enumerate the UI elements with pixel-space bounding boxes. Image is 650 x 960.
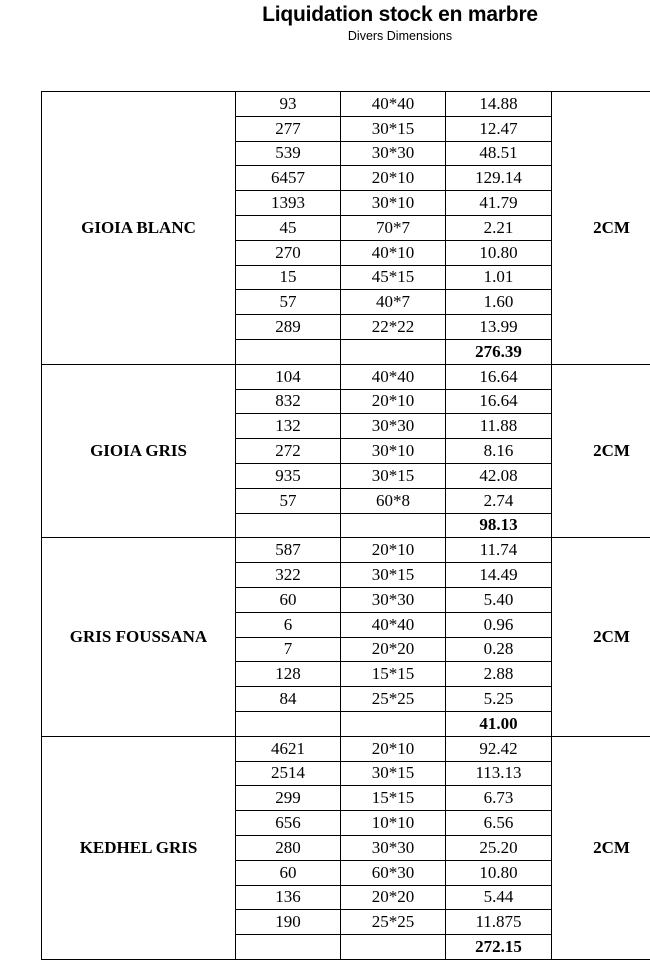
area-cell: 11.88 <box>446 414 552 439</box>
dimension-cell: 20*10 <box>341 538 446 563</box>
area-cell: 10.80 <box>446 240 552 265</box>
marble-name: KEDHEL GRIS <box>42 736 236 959</box>
dimension-cell: 20*10 <box>341 736 446 761</box>
dimension-cell: 30*10 <box>341 191 446 216</box>
quantity-cell: 1393 <box>236 191 341 216</box>
dimension-cell: 40*7 <box>341 290 446 315</box>
area-cell: 48.51 <box>446 141 552 166</box>
dimension-cell: 10*10 <box>341 811 446 836</box>
area-cell: 13.99 <box>446 315 552 340</box>
stock-table-body <box>42 92 650 960</box>
total-cell: 98.13 <box>446 513 552 538</box>
quantity-cell: 272 <box>236 439 341 464</box>
quantity-cell: 57 <box>236 488 341 513</box>
quantity-cell: 57 <box>236 290 341 315</box>
quantity-cell: 280 <box>236 835 341 860</box>
dimension-cell: 20*10 <box>341 166 446 191</box>
area-cell: 2.21 <box>446 215 552 240</box>
area-cell: 16.64 <box>446 389 552 414</box>
area-cell: 129.14 <box>446 166 552 191</box>
quantity-cell: 93 <box>236 92 341 117</box>
quantity-cell: 270 <box>236 240 341 265</box>
dimension-cell: 60*30 <box>341 860 446 885</box>
area-cell: 42.08 <box>446 463 552 488</box>
quantity-cell: 289 <box>236 315 341 340</box>
table-row <box>42 538 650 563</box>
quantity-cell: 656 <box>236 811 341 836</box>
area-cell: 10.80 <box>446 860 552 885</box>
area-cell: 0.28 <box>446 637 552 662</box>
quantity-cell: 935 <box>236 463 341 488</box>
quantity-cell: 15 <box>236 265 341 290</box>
area-cell: 41.79 <box>446 191 552 216</box>
quantity-cell: 190 <box>236 910 341 935</box>
area-cell: 92.42 <box>446 736 552 761</box>
area-cell: 12.47 <box>446 116 552 141</box>
dimension-cell: 70*7 <box>341 215 446 240</box>
dimension-cell: 30*30 <box>341 587 446 612</box>
dimension-cell: 30*15 <box>341 563 446 588</box>
total-cell: 41.00 <box>446 711 552 736</box>
empty-cell <box>236 513 341 538</box>
dimension-cell: 15*15 <box>341 786 446 811</box>
dimension-cell: 30*15 <box>341 761 446 786</box>
thickness-cell: 2CM <box>552 364 650 538</box>
dimension-cell: 30*10 <box>341 439 446 464</box>
marble-name: GIOIA GRIS <box>42 364 236 538</box>
marble-name: GIOIA BLANC <box>42 92 236 365</box>
quantity-cell: 322 <box>236 563 341 588</box>
area-cell: 113.13 <box>446 761 552 786</box>
dimension-cell: 15*15 <box>341 662 446 687</box>
dimension-cell: 30*15 <box>341 116 446 141</box>
stock-table <box>41 91 650 960</box>
empty-cell <box>341 935 446 960</box>
area-cell: 11.74 <box>446 538 552 563</box>
page-title: Liquidation stock en marbre <box>0 2 650 28</box>
dimension-cell: 40*10 <box>341 240 446 265</box>
dimension-cell: 60*8 <box>341 488 446 513</box>
quantity-cell: 587 <box>236 538 341 563</box>
area-cell: 6.73 <box>446 786 552 811</box>
quantity-cell: 136 <box>236 885 341 910</box>
empty-cell <box>341 711 446 736</box>
quantity-cell: 7 <box>236 637 341 662</box>
quantity-cell: 132 <box>236 414 341 439</box>
quantity-cell: 277 <box>236 116 341 141</box>
quantity-cell: 60 <box>236 860 341 885</box>
dimension-cell: 30*30 <box>341 414 446 439</box>
area-cell: 5.40 <box>446 587 552 612</box>
dimension-cell: 22*22 <box>341 315 446 340</box>
area-cell: 14.88 <box>446 92 552 117</box>
dimension-cell: 40*40 <box>341 92 446 117</box>
dimension-cell: 40*40 <box>341 612 446 637</box>
area-cell: 16.64 <box>446 364 552 389</box>
table-row <box>42 736 650 761</box>
area-cell: 1.60 <box>446 290 552 315</box>
quantity-cell: 60 <box>236 587 341 612</box>
area-cell: 2.88 <box>446 662 552 687</box>
dimension-cell: 40*40 <box>341 364 446 389</box>
marble-name: GRIS FOUSSANA <box>42 538 236 736</box>
empty-cell <box>341 513 446 538</box>
quantity-cell: 45 <box>236 215 341 240</box>
quantity-cell: 6457 <box>236 166 341 191</box>
thickness-cell: 2CM <box>552 736 650 959</box>
area-cell: 14.49 <box>446 563 552 588</box>
quantity-cell: 539 <box>236 141 341 166</box>
dimension-cell: 25*25 <box>341 687 446 712</box>
area-cell: 2.74 <box>446 488 552 513</box>
total-cell: 276.39 <box>446 339 552 364</box>
table-row <box>42 364 650 389</box>
empty-cell <box>236 711 341 736</box>
area-cell: 0.96 <box>446 612 552 637</box>
area-cell: 5.25 <box>446 687 552 712</box>
quantity-cell: 128 <box>236 662 341 687</box>
dimension-cell: 20*10 <box>341 389 446 414</box>
empty-cell <box>236 935 341 960</box>
table-row <box>42 92 650 117</box>
dimension-cell: 30*30 <box>341 835 446 860</box>
total-cell: 272.15 <box>446 935 552 960</box>
dimension-cell: 20*20 <box>341 885 446 910</box>
dimension-cell: 25*25 <box>341 910 446 935</box>
area-cell: 6.56 <box>446 811 552 836</box>
thickness-cell: 2CM <box>552 92 650 365</box>
empty-cell <box>341 339 446 364</box>
dimension-cell: 30*15 <box>341 463 446 488</box>
page-subtitle: Divers Dimensions <box>0 28 650 44</box>
quantity-cell: 832 <box>236 389 341 414</box>
quantity-cell: 84 <box>236 687 341 712</box>
dimension-cell: 30*30 <box>341 141 446 166</box>
quantity-cell: 4621 <box>236 736 341 761</box>
area-cell: 8.16 <box>446 439 552 464</box>
area-cell: 5.44 <box>446 885 552 910</box>
quantity-cell: 6 <box>236 612 341 637</box>
area-cell: 1.01 <box>446 265 552 290</box>
dimension-cell: 45*15 <box>341 265 446 290</box>
area-cell: 25.20 <box>446 835 552 860</box>
area-cell: 11.875 <box>446 910 552 935</box>
quantity-cell: 299 <box>236 786 341 811</box>
quantity-cell: 2514 <box>236 761 341 786</box>
empty-cell <box>236 339 341 364</box>
thickness-cell: 2CM <box>552 538 650 736</box>
dimension-cell: 20*20 <box>341 637 446 662</box>
quantity-cell: 104 <box>236 364 341 389</box>
